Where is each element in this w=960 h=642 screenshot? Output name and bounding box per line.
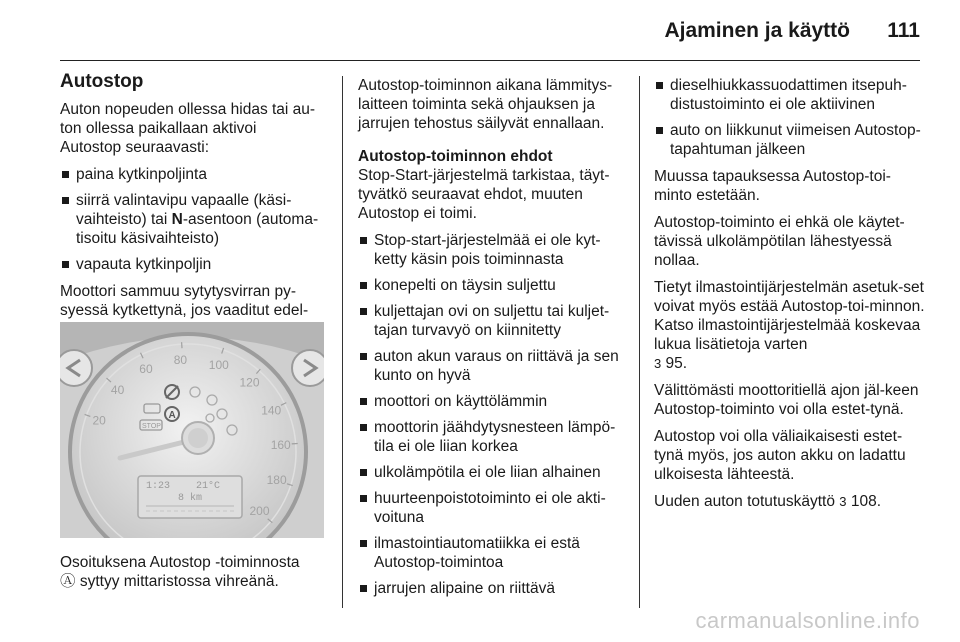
autostop-symbol-icon: Ⓐ: [60, 573, 76, 590]
list-item: kuljettajan ovi on suljettu tai kuljet-tajan turvavyö on kiinnitetty: [358, 302, 626, 340]
column-1: [60, 72, 328, 347]
speed-tick-label: 80: [173, 353, 188, 368]
conditions-heading: Autostop-toiminnon ehdot: [358, 148, 553, 165]
stop-warning-label: STOP: [142, 423, 161, 430]
paragraph: [654, 492, 926, 511]
display-temperature: 21°C: [196, 481, 221, 492]
figure-caption: [60, 553, 328, 591]
heating-paragraph: Autostop-toiminnon aikana lämmitys-laitteen toiminta sekä ohjauksen ja jarrujen tehostus säilyvät ennallaan.: [358, 77, 613, 132]
paragraph: Muussa tapauksessa Autostop-toi-minto estetään.: [654, 168, 891, 204]
page-header: [0, 0, 960, 62]
intro-text-1: Auton nopeuden ollessa hidas tai au-ton ollessa paikallaan aktivoi: [60, 101, 316, 137]
list-item: auto on liikkunut viimeisen Autostop-tapahtuman jälkeen: [654, 121, 926, 159]
speed-tick-label: 160: [270, 437, 291, 452]
list-item: huurteenpoistotoiminto ei ole akti-voituna: [358, 489, 626, 527]
engine-stop-paragraph: Moottori sammuu sytytysvirran py-syessä kytkettynä, jos vaaditut edel-: [60, 283, 309, 319]
list-item: paina kytkinpoljinta: [60, 165, 328, 184]
speed-tick-label: 60: [139, 362, 153, 376]
list-item-text: siirrä valintavipu vapaalle (käsi-vaihteisto) tai: [76, 192, 292, 228]
caption-text-rest: syttyy mittaristossa vihreänä.: [79, 573, 279, 590]
svg-text:A: A: [168, 410, 176, 421]
autostop-conditions-list: [358, 231, 626, 598]
intro-text-2: Autostop seuraavasti:: [60, 139, 210, 156]
paragraph: Välittömästi moottoritiellä ajon jäl-keen Autostop-toiminto voi olla estet-tynä.: [654, 382, 919, 418]
list-item: dieselhiukkassuodattimen itsepuh-distustoiminto ei ole aktiivinen: [654, 76, 926, 114]
list-item: [60, 191, 328, 248]
speed-tick-label: 120: [239, 375, 260, 390]
list-item: konepelti on täysin suljettu: [358, 276, 626, 295]
header-title: Ajaminen ja käyttö: [664, 19, 850, 42]
watermark: carmanualsonline.info: [695, 608, 920, 633]
conditions-list: [60, 165, 328, 274]
list-item: vapauta kytkinpoljin: [60, 255, 328, 274]
list-item: ulkolämpötila ei ole liian alhainen: [358, 463, 626, 482]
speed-tick-label: 40: [110, 383, 125, 398]
speed-tick-label: 200: [249, 504, 270, 519]
list-item: moottori on käyttölämmin: [358, 392, 626, 411]
speed-tick-label: 20: [92, 413, 106, 428]
list-item-text: -asentoon (automa-tisoitu käsivaihteisto): [76, 211, 319, 247]
speed-tick-label: 180: [266, 473, 287, 488]
display-time: 1:23: [146, 481, 171, 492]
caption-text: Osoituksena Autostop -toiminnosta: [60, 554, 300, 571]
speedometer-illustration: [60, 322, 324, 538]
header-divider: [60, 60, 920, 61]
list-item: jarrujen alipaine on riittävä: [358, 579, 626, 598]
speed-tick-label: 100: [208, 358, 229, 372]
paragraph: Tietyt ilmastointijärjestelmän asetuk-set voivat myös estää Autostop-toi-minnon. Katso ilmastointijärjestelmää koskevaa lukua lisätietoja varten: [654, 279, 925, 353]
running-in-text: Uuden auton totutuskäyttö: [654, 493, 835, 510]
column-divider-2: [639, 76, 640, 608]
list-item: auton akun varaus on riittävä ja sen kunto on hyvä: [358, 347, 626, 385]
page-ref-icon: 3: [839, 494, 847, 509]
section-title: Autostop: [60, 71, 144, 92]
display-distance: 8 km: [178, 493, 203, 504]
gear-n-label: N: [171, 211, 183, 228]
page-ref-link[interactable]: 108.: [850, 493, 881, 510]
page-ref-link[interactable]: 95.: [665, 355, 688, 372]
more-conditions-list: [654, 76, 926, 159]
column-2: [358, 76, 626, 606]
speed-tick-label: 140: [261, 403, 282, 418]
cross-reference: [654, 354, 926, 373]
paragraph: Autostop voi olla väliaikaisesti estet-tynä myös, jos auton akku on ladattu ulkoisesta lähteestä.: [654, 428, 906, 483]
list-item: moottorin jäähdytysnesteen lämpö-tila ei ole liian korkea: [358, 418, 626, 456]
column-3: [654, 76, 926, 519]
paragraph: Autostop-toiminto ei ehkä ole käytet-tävissä ulkolämpötilan lähestyessä nollaa.: [654, 214, 905, 269]
instrument-cluster-image: [60, 322, 324, 538]
list-item: ilmastointiautomatiikka ei estä Autostop-toimintoa: [358, 534, 626, 572]
page-ref-icon: 3: [654, 356, 662, 371]
conditions-intro: Stop-Start-järjestelmä tarkistaa, täyt-tyvätkö seuraavat ehdot, muuten Autostop ei toimi.: [358, 167, 610, 222]
column-divider-1: [342, 76, 343, 608]
page-number: 111: [887, 19, 920, 42]
list-item: Stop-start-järjestelmää ei ole kyt-ketty käsin pois toiminnasta: [358, 231, 626, 269]
